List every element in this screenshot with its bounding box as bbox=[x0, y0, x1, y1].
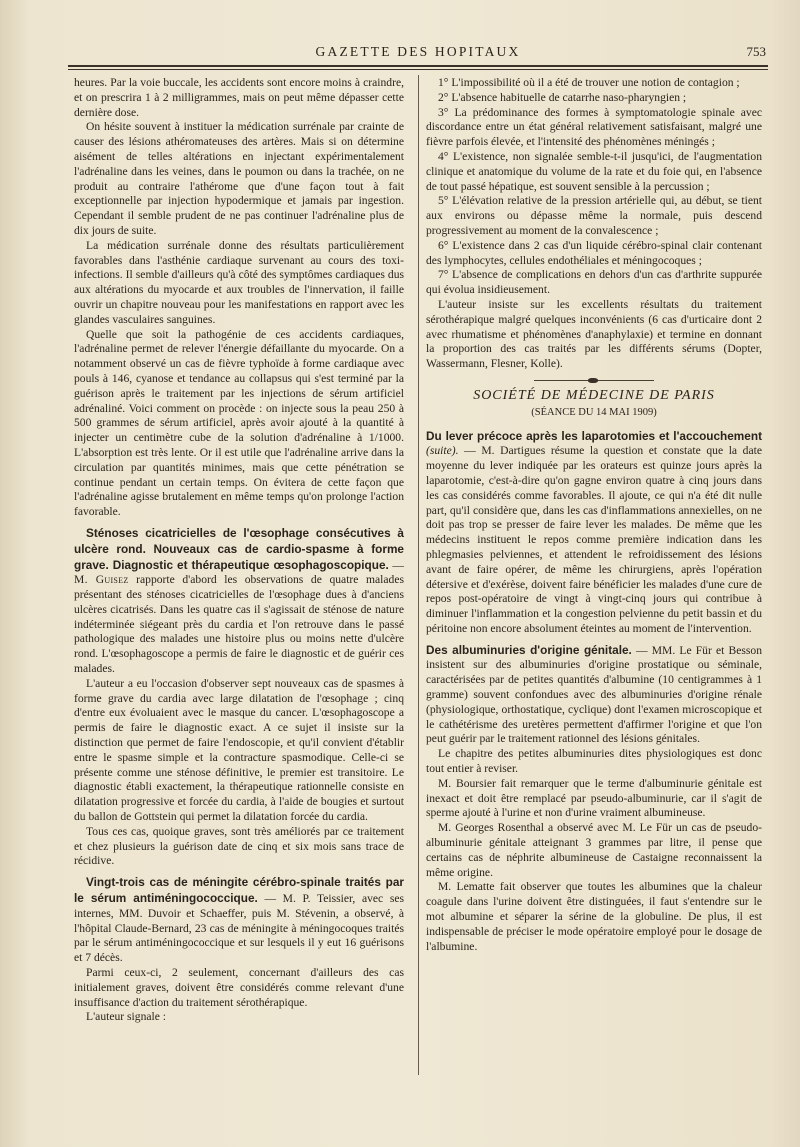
paragraph-text: — MM. Le Für et Besson insistent sur des albuminuries d'origine prostatique ou séminale, caractérisées par de petites quantités d'albumine (10 centigrammes à 1 gramme) souvent confondues avec des albuminuries d'origine rénale (physiologique, orthostatique, cyclique) dont l'examen microscopique et le cathétérisme des uretères permettent d'affirmer l'origine et que l'on peut guérir par le traitement rationnel des lésions génitales. bbox=[426, 643, 762, 746]
paragraph: heures. Par la voie buccale, les accidents sont encore moins à craindre, et on prescrira 1 à 2 milligrammes, mais on peut même dépasser cette dernière dose. bbox=[74, 76, 404, 119]
list-item: 1° L'impossibilité où il a été de trouver une notion de contagion ; bbox=[438, 76, 740, 89]
suite-label: (suite). bbox=[426, 444, 459, 458]
list-item: 7° L'absence de complications en dehors d'un cas d'arthrite suppurée qui évolua insidieusement. bbox=[426, 268, 762, 297]
paragraph: M. Lematte fait observer que toutes les albumines que la chaleur coagule dans l'urine doivent être distinguées, il faut s'entendre sur le mot albumine et séparer la sérine de la globuline. De plus, il est indispensable de préciser le mode opératoire employé pour le dosage de l'albumine. bbox=[426, 880, 762, 953]
article-stenoses bbox=[74, 526, 404, 677]
article-meningite bbox=[74, 875, 404, 966]
paragraph: Parmi ceux-ci, 2 seulement, concernant d'ailleurs des cas initialement graves, doivent être considérés comme relevant d'une insuffisance d'action du traitement sérothérapique. bbox=[74, 966, 404, 1009]
paragraph-text: rapporte d'abord les observations de quatre malades présentant des sténoses cicatricielles de l'œsophage dues à d'anciens ulcères cicatrisés. Dans les quatre cas il s'agissait de sténose de nature indéterminée siégeant près du cardia et l'on retrouve dans le passé pathologique des malades une histoire plus ou moins nette d'ulcère rond. L'œsophagoscope a permis de faire le diagnostic et de guérir ces malades. bbox=[74, 573, 405, 676]
paragraph: M. Boursier fait remarquer que le terme d'albuminurie génitale est inexact et doit être remplacé par pseudo-albuminurie, car il s'agit de sperme ajouté à l'urine et non d'urine vraiment albumineuse. bbox=[426, 776, 762, 820]
left-column bbox=[74, 76, 404, 1025]
page-header bbox=[68, 44, 768, 66]
paragraph: Tous ces cas, quoique graves, sont très améliorés par ce traitement et chez plusieurs la guérison date de cinq et six mois sans trace de récidive. bbox=[74, 824, 404, 868]
list-item: 5° L'élévation relative de la pression artérielle qui, au début, se tient aux environs ou dépasse même la normale, puis descend progressivement au moment de la convalescence ; bbox=[426, 194, 762, 237]
list-item: 2° L'absence habituelle de catarrhe naso-pharyngien ; bbox=[438, 90, 687, 104]
header-rule-thick bbox=[68, 65, 768, 67]
header-rule-thin bbox=[68, 69, 768, 70]
paragraph: M. Georges Rosenthal a observé avec M. Le Für un cas de pseudo-albuminurie génitale atteignant 3 grammes par litre, il pense que certains cas de néphrite albumineuse de Castaigne reconnaissent la même origine. bbox=[426, 821, 762, 879]
list-item: 4° L'existence, non signalée semble-t-il jusqu'ici, de l'augmentation clinique et anatomique du volume de la rate et du foie qui, en l'absence de tout passé hépatique, est souvent sensible à la percussion ; bbox=[426, 149, 762, 193]
article-heading: Sténoses cicatricielles de l'œsophage consécutives à ulcère rond. Nouveaux cas de cardio-spasme à forme grave. Diagnostic et thérapeutique œsophagoscopique. bbox=[74, 525, 404, 572]
paragraph: Le chapitre des petites albuminuries dites physiologiques est donc tout entier à reviser. bbox=[426, 747, 762, 776]
paragraph-text: — M. P. Teissier, avec ses internes, MM. Duvoir et Schaeffer, puis M. Stévenin, a observé, à l'hôpital Claude-Bernard, 23 cas de méningite à méningocoques traités par le sérum antiméningococcique et sur lesquels il y eut 16 guérisons et 7 décès. bbox=[74, 892, 404, 965]
article-heading: Vingt-trois cas de méningite cérébro-spinale traités par le sérum antiméningococcique. bbox=[74, 875, 404, 906]
paragraph: Quelle que soit la pathogénie de ces accidents cardiaques, l'adrénaline permet de relever l'énergie défaillante du myocarde. On a notamment observé un cas de fièvre typhoïde à forme cardiaque avec pouls à 146, cyanose et tendance au collapsus qui s'est terminé par la guérison après le traitement par les injections de sérum artificiel adrénaliné. Voici comment on procède : on injecte sous la peau 250 à 500 grammes de sérum artificiel, après avoir ajouté à la quantité à injecter un centimètre cube de la solution d'adrénaline à 1/1000. L'absorption est très lente. Or il est utile que l'adrénaline arrive dans la circulation par quantités minimes, mais que cette pénétration se continue pendant un certain temps. On évitera de cette façon que l'adrénaline agisse brutalement en même temps qu'on prolonge l'action favorable. bbox=[74, 327, 404, 519]
article-lever bbox=[426, 429, 762, 637]
dash: — bbox=[388, 558, 404, 572]
paragraph: La médication surrénale donne des résultats particulièrement favorables dans l'asthénie cardiaque survenant au cours des toxi-infections. Il semble d'ailleurs qu'à côté des symptômes cardiaques dus aux altérations du myocarde et aux troubles de l'innervation, il faille ouvrir un chapitre nouveau pour les manifestations en rapport avec les glandes vasculaires sanguines. bbox=[74, 238, 404, 326]
society-heading: SOCIÉTÉ DE MÉDECINE DE PARIS bbox=[473, 387, 715, 403]
column-separator bbox=[418, 75, 419, 1075]
article-albuminuries bbox=[426, 643, 762, 748]
article-heading: Des albuminuries d'origine génitale. bbox=[426, 642, 632, 657]
paragraph: L'auteur signale : bbox=[86, 1010, 166, 1024]
paragraph-text: — M. Dartigues résume la question et constate que la date moyenne du lever indiquée par les orateurs est quinze jours après la laparotomie, c'est-à-dire qu'on gagne environ quatre à cinq jours dans les cas considérés comme favorables. Il ajoute, ce qui n'a été dit nulle part, qu'il considère que, dans les cas d'inflammations annexielles, on ne doit pas trop se presser de faire lever les malades. De même que les médecins instituent le repos comme première indication dans les phlegmasies pelviennes, et attendent le refroidissement des lésions avant de faire opérer, de même les chirurgiens, après l'opération détersive et d'exérèse, doivent faire bénéficier les malades d'une cure de repos post-opératoire de vingt à vingt-cinq jours qui contribue à diminuer l'inflammation et la congestion pelvienne du petit bassin et du péritoine non encore absolument éteintes au moment de l'intervention. bbox=[426, 444, 762, 635]
section-separator bbox=[534, 380, 654, 381]
article-heading: Du lever précoce après les laparotomies et l'accouchement bbox=[426, 428, 762, 443]
list-item: 3° La prédominance des formes à symptomatologie spinale avec discordance entre un état général relativement satisfaisant, malgré une fièvre parfois élevée, et l'intensité des phénomènes méningés ; bbox=[426, 105, 762, 149]
paragraph: L'auteur a eu l'occasion d'observer sept nouveaux cas de spasmes à forme grave du cardia avec large dilatation de l'œsophage ; cinq d'entre eux évoluaient avec le masque du cancer. L'œsophagoscope a permis de faire le diagnostic exact. A ce sujet il insiste sur la distinction que permet de faire l'endoscopie, et qu'il convient d'établir entre le spasme simple et la contracture spasmodique. Celle-ci se présente comme une sténose définitive, le premier est transitoire. Le diagnostic établi exactement, la thérapeutique rationnelle consiste en dilatation progressive et forcée du cardia, à l'aide de bougies et surtout du ballon de Gottstein qui permet la dilatation forcée du cardia. bbox=[74, 676, 404, 824]
right-column bbox=[426, 76, 762, 954]
author-name: M. Guisez bbox=[74, 573, 129, 587]
paragraph: On hésite souvent à instituer la médication surrénale par crainte de causer des lésions athéromateuses des artères. Mais si on détermine aisément de telles altérations en injectant expérimentalement l'adrénaline dans les veines, dans le poumon ou dans la trachée, on ne produit au contraire l'athérome que d'une façon tout à fait exceptionnelle par injection hypodermique et jamais par ingestion. Cependant il semble prudent de ne pas continuer l'adrénaline plus de dix jours de suite. bbox=[74, 120, 404, 237]
session-date: (SÉANCE DU 14 MAI 1909) bbox=[531, 406, 657, 418]
journal-title: GAZETTE DES HOPITAUX bbox=[315, 44, 521, 59]
list-item: 6° L'existence dans 2 cas d'un liquide cérébro-spinal clair contenant des lymphocytes, cellules endothéliales et méningocoques ; bbox=[426, 238, 762, 267]
paragraph: L'auteur insiste sur les excellents résultats du traitement sérothérapique malgré quelques inconvénients (6 cas d'urticaire dont 2 avec rhumatisme et phénomènes d'anaphylaxie) et termine en donnant la proportion des cas traités par les différents sérums (Dopter, Wassermann, Flesner, Kolle). bbox=[426, 297, 762, 371]
page-number: 753 bbox=[746, 44, 766, 59]
